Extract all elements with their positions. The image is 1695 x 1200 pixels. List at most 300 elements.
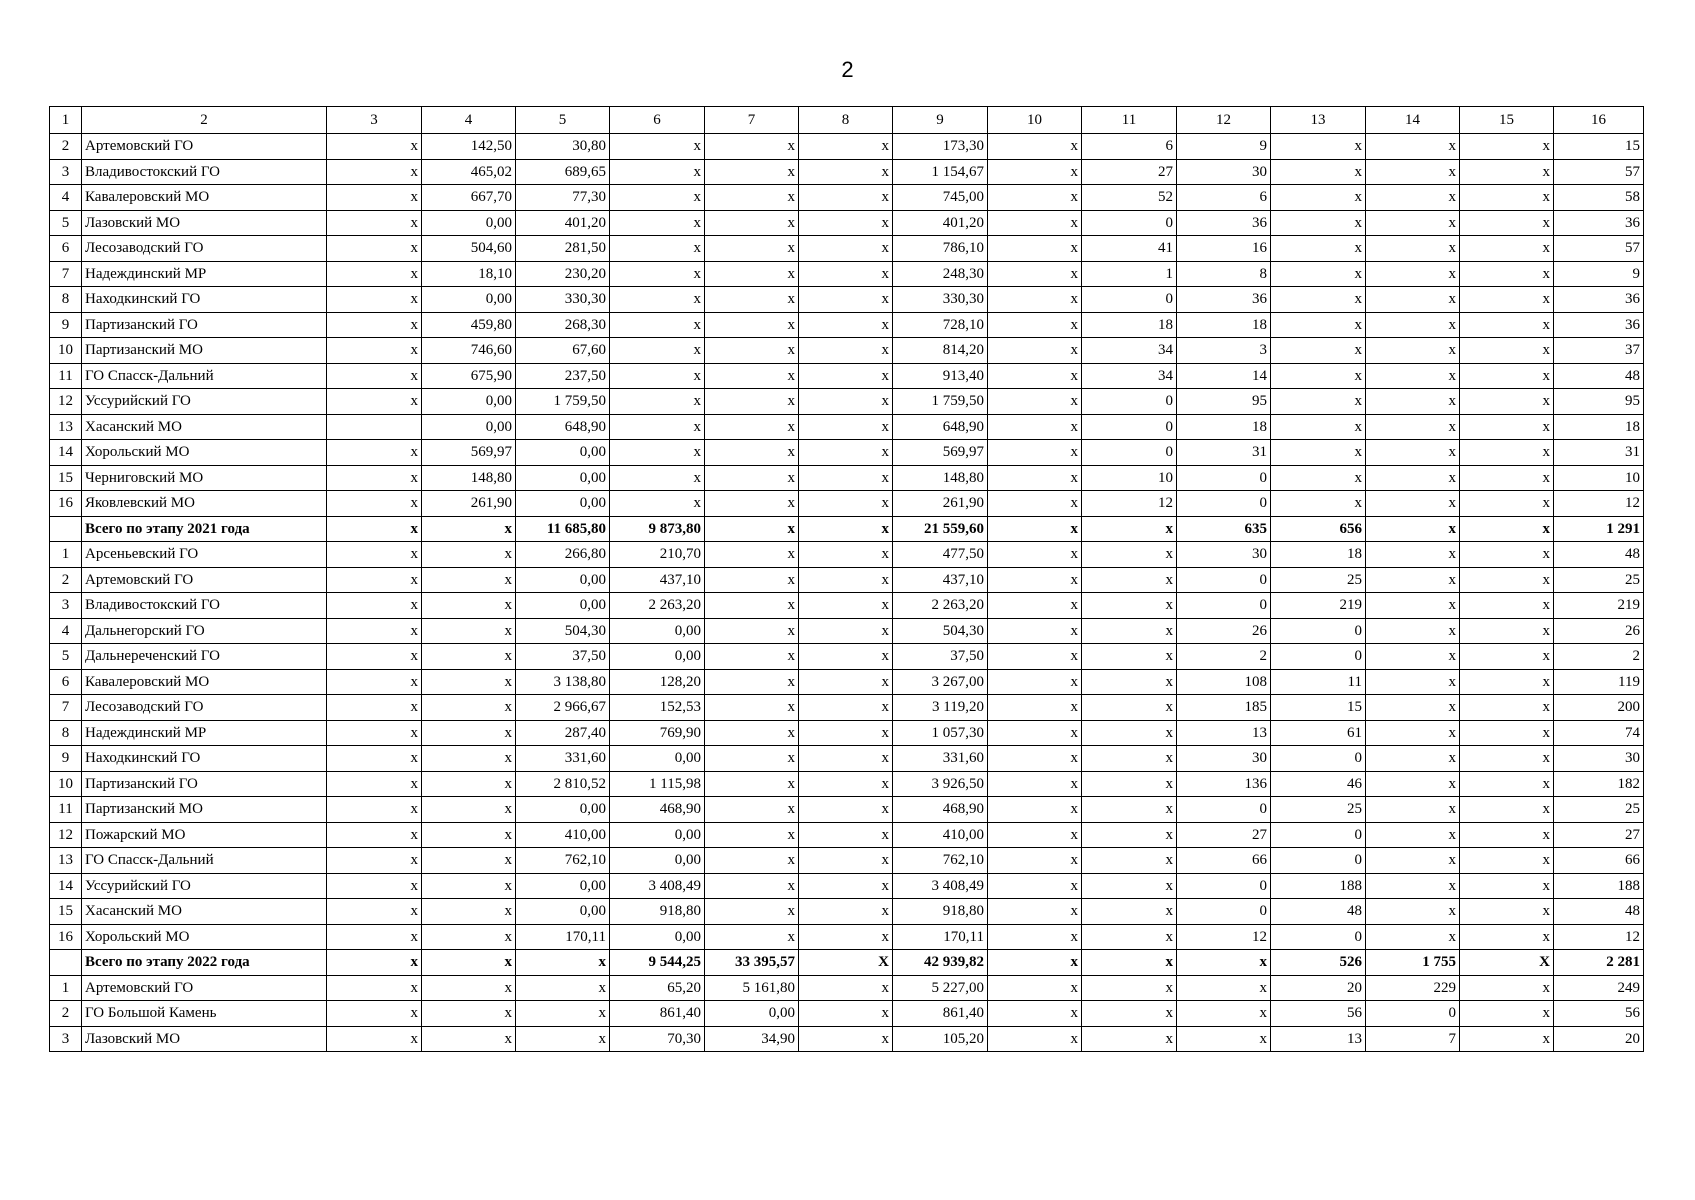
value-cell: 18 [1177,312,1271,338]
row-number-cell: 15 [50,899,82,925]
municipality-cell: Артемовский ГО [82,567,327,593]
table-row [50,542,1644,568]
value-cell: x [1366,159,1460,185]
value-cell: 468,90 [610,797,705,823]
value-cell: x [988,312,1082,338]
value-cell: 9 [1177,134,1271,160]
value-cell: 15 [1554,134,1644,160]
table-row [50,363,1644,389]
municipality-cell: Находкинский ГО [82,746,327,772]
value-cell: 70,30 [610,1026,705,1052]
value-cell: 1 115,98 [610,771,705,797]
value-cell: x [988,567,1082,593]
value-cell: x [610,210,705,236]
value-cell: x [799,414,893,440]
row-number-cell: 9 [50,746,82,772]
value-cell: 281,50 [516,236,610,262]
value-cell: 25 [1554,567,1644,593]
value-cell: 0,00 [516,567,610,593]
value-cell: 12 [1082,491,1177,517]
value-cell: x [1271,261,1366,287]
value-cell: x [610,261,705,287]
municipality-cell: Лазовский МО [82,210,327,236]
value-cell: 95 [1554,389,1644,415]
value-cell: 148,80 [422,465,516,491]
value-cell: 504,30 [893,618,988,644]
row-number-cell: 14 [50,440,82,466]
value-cell: x [1460,1001,1554,1027]
row-number-cell: 6 [50,236,82,262]
table-row [50,261,1644,287]
value-cell: x [988,848,1082,874]
value-cell: x [799,593,893,619]
table-row [50,134,1644,160]
value-cell: x [1366,261,1460,287]
value-cell: 48 [1554,363,1644,389]
row-number-cell: 1 [50,542,82,568]
value-cell: x [988,975,1082,1001]
value-cell: x [1366,491,1460,517]
table-row [50,414,1644,440]
row-number-cell: 15 [50,465,82,491]
value-cell: 3 408,49 [893,873,988,899]
value-cell: x [1271,236,1366,262]
value-cell: 248,30 [893,261,988,287]
value-cell: x [516,975,610,1001]
value-cell: x [705,185,799,211]
value-cell: 188 [1271,873,1366,899]
value-cell: 15 [1271,695,1366,721]
value-cell: x [1366,720,1460,746]
value-cell: x [1271,287,1366,313]
table-row [50,924,1644,950]
value-cell: 1 759,50 [516,389,610,415]
value-cell: x [705,567,799,593]
value-cell: 504,60 [422,236,516,262]
row-number-cell: 16 [50,491,82,517]
value-cell: x [1082,822,1177,848]
value-cell: x [1366,797,1460,823]
value-cell: x [610,185,705,211]
value-cell: 331,60 [893,746,988,772]
value-cell: x [799,899,893,925]
row-number-cell: 5 [50,210,82,236]
value-cell: x [1177,1001,1271,1027]
value-cell: 237,50 [516,363,610,389]
value-cell: x [705,389,799,415]
value-cell: x [988,1026,1082,1052]
value-cell: 0 [1177,491,1271,517]
table-row [50,797,1644,823]
value-cell: x [1366,873,1460,899]
value-cell: x [1366,567,1460,593]
value-cell: x [1366,899,1460,925]
value-cell: x [988,338,1082,364]
column-header: 6 [610,107,705,134]
row-number-cell: 8 [50,287,82,313]
value-cell: x [988,669,1082,695]
column-header: 7 [705,107,799,134]
column-header: 16 [1554,107,1644,134]
value-cell: x [422,695,516,721]
value-cell: 219 [1271,593,1366,619]
table-body [50,107,1644,1052]
municipality-cell: Партизанский ГО [82,771,327,797]
value-cell: x [422,1001,516,1027]
value-cell: 0,00 [610,924,705,950]
value-cell: x [1366,848,1460,874]
value-cell: x [327,746,422,772]
value-cell: x [799,618,893,644]
value-cell: 57 [1554,236,1644,262]
value-cell: x [1271,134,1366,160]
value-cell: x [1460,210,1554,236]
value-cell: x [327,950,422,976]
value-cell: 0,00 [610,618,705,644]
row-number-cell: 3 [50,593,82,619]
value-cell: x [327,822,422,848]
column-header: 15 [1460,107,1554,134]
value-cell: x [705,746,799,772]
row-number-cell: 6 [50,669,82,695]
value-cell: 0,00 [422,287,516,313]
value-cell: x [1366,771,1460,797]
value-cell: 52 [1082,185,1177,211]
value-cell: 26 [1554,618,1644,644]
value-cell: 459,80 [422,312,516,338]
value-cell: x [610,491,705,517]
value-cell: x [422,746,516,772]
value-cell: 30 [1177,746,1271,772]
value-cell: 0,00 [516,491,610,517]
value-cell: 34,90 [705,1026,799,1052]
municipality-cell: ГО Большой Камень [82,1001,327,1027]
value-cell: x [610,159,705,185]
value-cell: x [1460,975,1554,1001]
value-cell: 41 [1082,236,1177,262]
value-cell: 14 [1177,363,1271,389]
value-cell: x [1460,567,1554,593]
value-cell: x [327,210,422,236]
value-cell: 0 [1082,440,1177,466]
municipality-cell: Артемовский ГО [82,134,327,160]
value-cell: x [327,669,422,695]
value-cell: 5 227,00 [893,975,988,1001]
value-cell: x [799,567,893,593]
value-cell: x [988,287,1082,313]
value-cell: x [1460,312,1554,338]
value-cell: x [799,848,893,874]
value-cell: x [1366,465,1460,491]
value-cell: x [422,771,516,797]
value-cell: x [1271,491,1366,517]
value-cell: 34 [1082,338,1177,364]
value-cell: x [422,950,516,976]
row-number-cell: 10 [50,338,82,364]
row-number-cell: 3 [50,1026,82,1052]
value-cell: 0,00 [422,210,516,236]
row-number-cell: 13 [50,414,82,440]
municipality-cell: Дальнегорский ГО [82,618,327,644]
value-cell: x [1460,746,1554,772]
value-cell: x [327,695,422,721]
table-row [50,644,1644,670]
value-cell: x [705,542,799,568]
value-cell: x [799,389,893,415]
value-cell: x [799,134,893,160]
value-cell: 0 [1177,593,1271,619]
value-cell: 65,20 [610,975,705,1001]
value-cell: x [799,720,893,746]
value-cell: 56 [1271,1001,1366,1027]
municipality-cell: Уссурийский ГО [82,389,327,415]
table-row [50,822,1644,848]
value-cell: x [327,312,422,338]
value-cell: x [327,618,422,644]
value-cell: 36 [1177,210,1271,236]
value-cell: 30 [1554,746,1644,772]
value-cell: x [1082,644,1177,670]
value-cell: 656 [1271,516,1366,542]
value-cell: 36 [1554,312,1644,338]
value-cell: 30 [1177,542,1271,568]
value-cell: 769,90 [610,720,705,746]
value-cell: x [799,975,893,1001]
value-cell: 200 [1554,695,1644,721]
table-row [50,567,1644,593]
municipality-cell: Всего по этапу 2022 года [82,950,327,976]
value-cell: 37,50 [893,644,988,670]
value-cell: x [799,185,893,211]
value-cell: x [1460,440,1554,466]
value-cell: x [1271,338,1366,364]
table-row [50,287,1644,313]
value-cell: x [705,873,799,899]
value-cell: 105,20 [893,1026,988,1052]
value-cell: 77,30 [516,185,610,211]
value-cell: 27 [1554,822,1644,848]
value-cell: 0,00 [516,899,610,925]
value-cell: 0 [1082,389,1177,415]
value-cell: x [1082,516,1177,542]
value-cell: x [799,1001,893,1027]
value-cell: x [1366,312,1460,338]
value-cell: x [1082,542,1177,568]
table-row [50,695,1644,721]
value-cell: x [705,771,799,797]
value-cell: x [988,746,1082,772]
table-row [50,389,1644,415]
municipality-cell: Арсеньевский ГО [82,542,327,568]
value-cell: x [422,848,516,874]
value-cell: 2 [1177,644,1271,670]
value-cell: x [988,465,1082,491]
row-number-cell: 2 [50,134,82,160]
row-number-cell: 14 [50,873,82,899]
value-cell: x [705,593,799,619]
row-number-cell: 11 [50,363,82,389]
value-cell: 13 [1177,720,1271,746]
column-header: 11 [1082,107,1177,134]
value-cell: 31 [1554,440,1644,466]
value-cell: 9 544,25 [610,950,705,976]
value-cell: x [705,159,799,185]
value-cell: x [705,287,799,313]
value-cell: x [422,567,516,593]
value-cell: x [1082,593,1177,619]
value-cell: x [1271,414,1366,440]
value-cell: x [1271,159,1366,185]
value-cell: x [1177,950,1271,976]
value-cell: x [705,669,799,695]
value-cell: 3 138,80 [516,669,610,695]
value-cell: 10 [1554,465,1644,491]
value-cell: x [1082,873,1177,899]
value-cell: x [327,644,422,670]
value-cell: x [705,644,799,670]
value-cell: 261,90 [893,491,988,517]
value-cell: x [327,797,422,823]
value-cell: 3 408,49 [610,873,705,899]
value-cell: x [799,1026,893,1052]
value-cell: 108 [1177,669,1271,695]
value-cell: x [1460,134,1554,160]
value-cell: 1 [1082,261,1177,287]
municipality-cell: Артемовский ГО [82,975,327,1001]
value-cell: x [705,899,799,925]
row-number-cell: 4 [50,618,82,644]
value-cell: x [1366,414,1460,440]
table-row [50,848,1644,874]
value-cell: x [1460,618,1554,644]
value-cell: x [988,159,1082,185]
value-cell: 142,50 [422,134,516,160]
table-row [50,236,1644,262]
value-cell: 0,00 [610,644,705,670]
municipality-cell: Партизанский МО [82,797,327,823]
value-cell: x [327,567,422,593]
value-cell: x [1366,669,1460,695]
value-cell: x [1366,822,1460,848]
value-cell: x [1460,491,1554,517]
value-cell: 569,97 [422,440,516,466]
value-cell: x [705,210,799,236]
municipality-cell: Лазовский МО [82,1026,327,1052]
value-cell: 2 810,52 [516,771,610,797]
value-cell: x [610,363,705,389]
value-cell: x [1366,389,1460,415]
value-cell: x [1366,338,1460,364]
municipality-cell: Кавалеровский МО [82,669,327,695]
value-cell: x [988,542,1082,568]
municipality-cell: Всего по этапу 2021 года [82,516,327,542]
value-cell: x [422,669,516,695]
table-row [50,975,1644,1001]
value-cell: x [1271,312,1366,338]
value-cell: 170,11 [516,924,610,950]
value-cell: x [1460,287,1554,313]
value-cell: x [1460,542,1554,568]
table-row [50,465,1644,491]
value-cell: x [705,516,799,542]
value-cell: 0,00 [516,440,610,466]
value-cell: 0,00 [516,593,610,619]
value-cell: x [610,312,705,338]
municipality-cell: Находкинский ГО [82,287,327,313]
value-cell: 12 [1554,491,1644,517]
value-cell: x [1082,720,1177,746]
column-header: 2 [82,107,327,134]
column-header: 4 [422,107,516,134]
value-cell: x [799,542,893,568]
value-cell: x [1366,287,1460,313]
column-header: 3 [327,107,422,134]
row-number-cell: 7 [50,261,82,287]
value-cell: x [988,185,1082,211]
value-cell: x [1082,618,1177,644]
value-cell: x [799,644,893,670]
row-number-cell [50,516,82,542]
value-cell: 861,40 [893,1001,988,1027]
value-cell: x [799,287,893,313]
value-cell: x [988,363,1082,389]
value-cell: 30,80 [516,134,610,160]
column-header-row [50,107,1644,134]
value-cell: 667,70 [422,185,516,211]
value-cell: 675,90 [422,363,516,389]
column-header: 14 [1366,107,1460,134]
value-cell: x [1177,975,1271,1001]
municipality-cell: Лесозаводский ГО [82,695,327,721]
value-cell: 8 [1177,261,1271,287]
value-cell: 10 [1082,465,1177,491]
value-cell: 185 [1177,695,1271,721]
value-cell: 30 [1177,159,1271,185]
value-cell: x [1366,440,1460,466]
value-cell: x [1460,338,1554,364]
value-cell: x [1460,899,1554,925]
value-cell: 6 [1082,134,1177,160]
value-cell: 2 281 [1554,950,1644,976]
value-cell: x [1366,746,1460,772]
value-cell: 25 [1271,567,1366,593]
value-cell: 210,70 [610,542,705,568]
municipality-cell: Хорольский МО [82,440,327,466]
value-cell: x [988,414,1082,440]
value-cell: x [988,516,1082,542]
value-cell: 18 [1082,312,1177,338]
municipality-cell: Пожарский МО [82,822,327,848]
value-cell: x [327,1001,422,1027]
value-cell: 689,65 [516,159,610,185]
value-cell: x [988,389,1082,415]
value-cell: x [1460,414,1554,440]
value-cell: 3 119,20 [893,695,988,721]
value-cell: x [705,491,799,517]
table-row [50,1026,1644,1052]
column-header: 5 [516,107,610,134]
value-cell: x [610,440,705,466]
value-cell: 11 685,80 [516,516,610,542]
value-cell: X [799,950,893,976]
value-cell: x [327,159,422,185]
value-cell: x [1460,159,1554,185]
value-cell: x [988,134,1082,160]
value-cell: x [422,1026,516,1052]
value-cell: 36 [1554,210,1644,236]
value-cell: x [1366,134,1460,160]
value-cell: x [610,134,705,160]
